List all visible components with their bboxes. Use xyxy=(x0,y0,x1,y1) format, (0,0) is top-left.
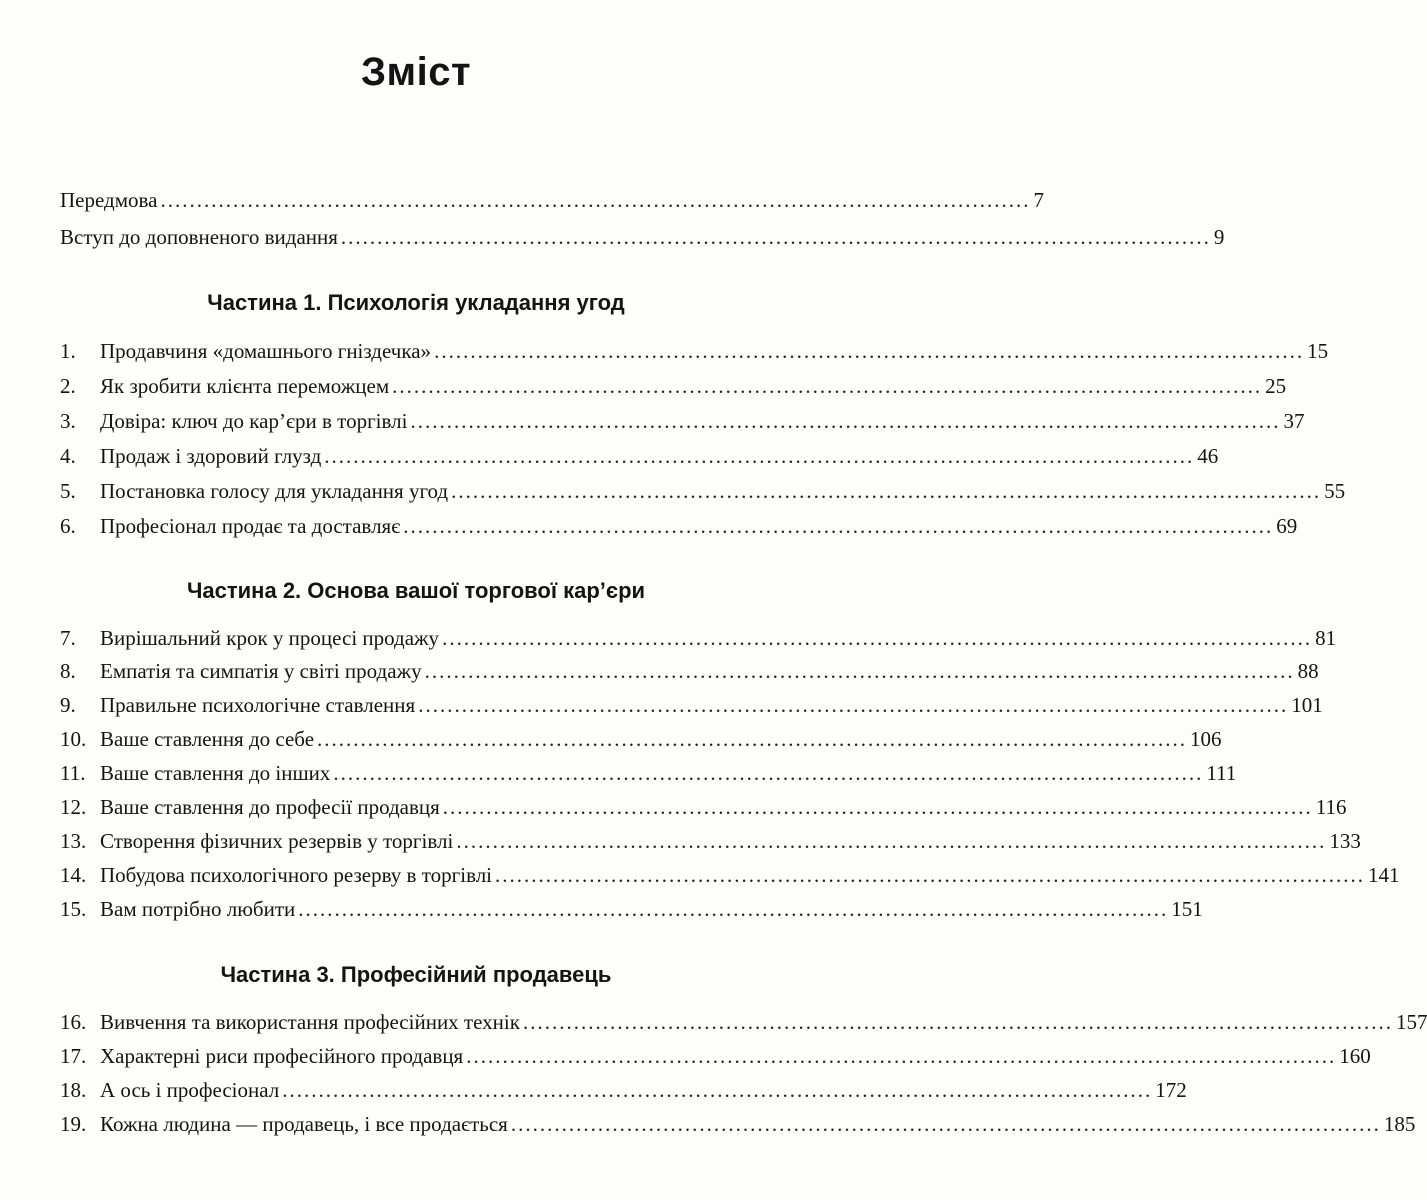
toc-entry-page: 37 xyxy=(1283,409,1305,433)
chapter-number: 7. xyxy=(60,626,76,650)
toc-entry-label: А ось і професіонал xyxy=(100,1078,280,1102)
chapter-number: 16. xyxy=(60,1010,87,1034)
toc-entry-chapter-3[interactable] xyxy=(60,406,1305,436)
chapter-number: 14. xyxy=(60,863,87,887)
chapter-number: 19. xyxy=(60,1112,87,1136)
toc-entry-label: Правильне психологічне ставлення xyxy=(100,693,416,717)
toc-entry-chapter-10[interactable] xyxy=(60,724,1222,754)
toc-entry-label: Створення фізичних резервів у торгівлі xyxy=(100,829,454,853)
dot-leader: ........................................................................................................................ xyxy=(522,1010,1393,1034)
toc-entry-page: 141 xyxy=(1368,863,1400,887)
toc-entry-chapter-7[interactable] xyxy=(60,623,1337,653)
dot-leader: ........................................................................................................................ xyxy=(392,374,1263,398)
toc-entry-page: 151 xyxy=(1171,897,1203,921)
dot-leader: ........................................................................................................................ xyxy=(424,659,1295,683)
toc-entry-chapter-1[interactable] xyxy=(60,336,1329,366)
chapter-number: 13. xyxy=(60,829,87,853)
toc-entry-page: 106 xyxy=(1190,727,1222,751)
toc-entry-page: 116 xyxy=(1315,795,1347,819)
toc-entry-chapter-4[interactable] xyxy=(60,441,1219,471)
toc-entry-chapter-11[interactable] xyxy=(60,758,1237,788)
chapter-number: 9. xyxy=(60,693,76,717)
chapter-number: 3. xyxy=(60,409,76,433)
part-heading-2: Частина 2. Основа вашої торгової кар’єри xyxy=(186,578,646,603)
dot-leader: ........................................................................................................................ xyxy=(340,225,1211,249)
toc-entry-chapter-2[interactable] xyxy=(60,371,1287,401)
dot-leader: ........................................................................................................................ xyxy=(403,514,1274,538)
dot-leader: ........................................................................................................................ xyxy=(442,795,1313,819)
dot-leader: ........................................................................................................................ xyxy=(442,626,1313,650)
dot-leader: ........................................................................................................................ xyxy=(410,409,1281,433)
toc-entry-label: Характерні риси професійного продавця xyxy=(100,1044,464,1068)
chapter-number: 15. xyxy=(60,897,87,921)
toc-entry-page: 25 xyxy=(1265,374,1287,398)
chapter-number: 5. xyxy=(60,479,76,503)
dot-leader: ........................................................................................................................ xyxy=(333,761,1204,785)
toc-entry-page: 55 xyxy=(1324,479,1346,503)
toc-entry-page: 69 xyxy=(1276,514,1298,538)
page-title: Зміст xyxy=(360,50,472,94)
toc-entry-page: 133 xyxy=(1329,829,1361,853)
dot-leader: ........................................................................................................................ xyxy=(510,1112,1381,1136)
toc-entry-chapter-15[interactable] xyxy=(60,894,1203,924)
toc-entry-page: 7 xyxy=(1033,188,1044,212)
toc-entry-chapter-19[interactable] xyxy=(60,1109,1416,1139)
toc-entry-label: Продаж і здоровий глузд xyxy=(100,444,322,468)
toc-entry-label: Кожна людина — продавець, і все продається xyxy=(100,1112,508,1136)
toc-entry-chapter-18[interactable] xyxy=(60,1075,1187,1105)
toc-entry-page: 81 xyxy=(1315,626,1337,650)
toc-entry-label: Ваше ставлення до професії продавця xyxy=(100,795,440,819)
toc-entry-page: 111 xyxy=(1206,761,1237,785)
toc-entry-chapter-12[interactable] xyxy=(60,792,1347,822)
dot-leader: ........................................................................................................................ xyxy=(456,829,1327,853)
toc-entry-page: 9 xyxy=(1213,225,1225,249)
toc-entry-chapter-5[interactable] xyxy=(60,476,1346,506)
dot-leader: ........................................................................................................................ xyxy=(282,1078,1153,1102)
toc-entry-page: 101 xyxy=(1291,693,1323,717)
dot-leader: ........................................................................................................................ xyxy=(434,339,1305,363)
dot-leader: ........................................................................................................................ xyxy=(160,188,1031,212)
toc-entry-chapter-8[interactable] xyxy=(60,656,1319,686)
toc-entry-chapter-17[interactable] xyxy=(60,1041,1371,1071)
chapter-number: 8. xyxy=(60,659,76,683)
chapter-number: 4. xyxy=(60,444,76,468)
chapter-number: 1. xyxy=(60,339,76,363)
toc-entry-page: 15 xyxy=(1307,339,1329,363)
dot-leader: ........................................................................................................................ xyxy=(418,693,1289,717)
dot-leader: ........................................................................................................................ xyxy=(451,479,1322,503)
part-heading-3: Частина 3. Професійний продавець xyxy=(220,962,612,987)
toc-entry-introduction[interactable] xyxy=(60,222,1225,252)
toc-entry-chapter-9[interactable] xyxy=(60,690,1323,720)
toc-entry-chapter-6[interactable] xyxy=(60,511,1298,541)
toc-entry-label: Вам потрібно любити xyxy=(100,897,296,921)
toc-entry-label: Як зробити клієнта переможцем xyxy=(100,374,390,398)
toc-entry-label: Побудова психологічного резерву в торгівлі xyxy=(100,863,493,887)
dot-leader: ........................................................................................................................ xyxy=(466,1044,1337,1068)
dot-leader: ........................................................................................................................ xyxy=(317,727,1188,751)
dot-leader: ........................................................................................................................ xyxy=(298,897,1169,921)
chapter-number: 18. xyxy=(60,1078,87,1102)
toc-entry-chapter-13[interactable] xyxy=(60,826,1361,856)
toc-entry-label: Постановка голосу для укладання угод xyxy=(100,479,449,503)
chapter-number: 2. xyxy=(60,374,76,398)
toc-entry-page: 185 xyxy=(1383,1112,1416,1136)
toc-entry-label: Ваше ставлення до інших xyxy=(100,761,331,785)
toc-entry-chapter-16[interactable] xyxy=(60,1007,1427,1037)
toc-entry-label: Професіонал продає та доставляє xyxy=(100,514,401,538)
toc-entry-label: Вирішальний крок у процесі продажу xyxy=(100,626,440,650)
toc-entry-page: 172 xyxy=(1155,1078,1187,1102)
toc-entry-label: Ваше ставлення до себе xyxy=(100,727,315,751)
part-heading-1: Частина 1. Психологія укладання угод xyxy=(207,290,625,315)
toc-entry-label: Передмова xyxy=(60,188,158,212)
dot-leader: ........................................................................................................................ xyxy=(324,444,1195,468)
toc-entry-label: Продавчиня «домашнього гніздечка» xyxy=(100,339,432,363)
chapter-number: 11. xyxy=(60,761,86,785)
chapter-number: 6. xyxy=(60,514,76,538)
toc-entry-chapter-14[interactable] xyxy=(60,860,1400,890)
toc-entry-label: Вступ до доповненого видання xyxy=(60,225,338,249)
toc-entry-page: 46 xyxy=(1197,444,1219,468)
toc-entry-page: 88 xyxy=(1297,659,1319,683)
toc-entry-label: Довіра: ключ до кар’єри в торгівлі xyxy=(100,409,408,433)
toc-entry-preface[interactable] xyxy=(60,185,1044,215)
dot-leader: ........................................................................................................................ xyxy=(495,863,1366,887)
chapter-number: 12. xyxy=(60,795,87,819)
toc-entry-label: Емпатія та симпатія у світі продажу xyxy=(100,659,422,683)
toc-entry-page: 157 xyxy=(1395,1010,1427,1034)
chapter-number: 10. xyxy=(60,727,87,751)
toc-entry-page: 160 xyxy=(1339,1044,1371,1068)
toc-entry-label: Вивчення та використання професійних технік xyxy=(100,1010,520,1034)
chapter-number: 17. xyxy=(60,1044,87,1068)
